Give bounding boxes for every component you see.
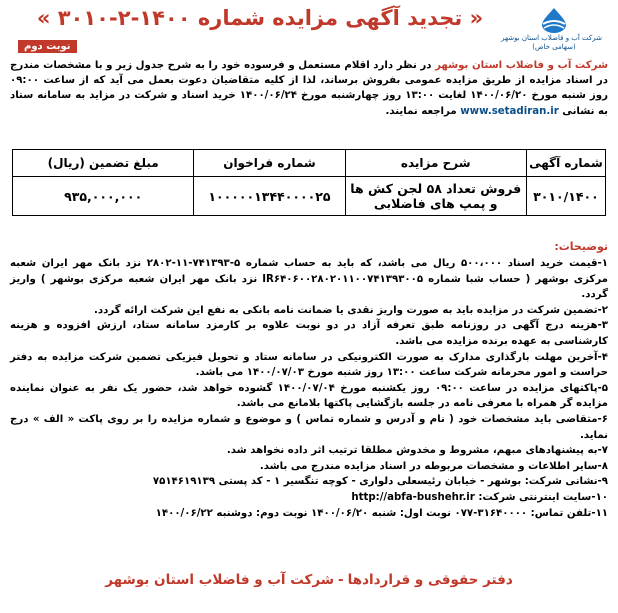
footer-company-name: شرکت آب و فاضلاب استان بوشهر [105, 572, 335, 588]
company-logo [501, 6, 602, 52]
cell-guarantee-amount: ۹۳۵,۰۰۰,۰۰۰ [13, 177, 194, 216]
note-item: ۱-قیمت خرید اسناد ۵۰۰،۰۰۰ ریال می باشد، که باید به حساب شماره ۵-۷۴۱۳۹۳-۱۱-۲۸۰۲ نزد بانک مهر ایران شعبه مرکزی بوشهر ( حساب شبا شماره IR۶۴۰۶۰۰۲۸۰۲۰۱۱۰۰۷۴۱۳۹۳۰۰۵ نزد بانک مهر ایران شعبه مرکزی بوشهر ) واریز گردد. [10, 258, 608, 301]
logo-company-type: (سهامی خاص) [532, 43, 576, 51]
note-item: ۳-هزینه درج آگهی در روزنامه طبق تعرفه آزاد در دو نوبت علاوه بر کارمزد سامانه ستاد، ارزش افزوده و هزینه کارشناسی به عهده برنده مزایده می باشد. [10, 320, 608, 347]
note-item: ۴-آخرین مهلت بارگذاری مدارک به صورت الکترونیکی در سامانه ستاد و تحویل فیزیکی تضمین شرکت مزایده به دفتر حراست و امور محرمانه شرکت ساعت ۱۳:۰۰ روز شنبه مورخ ۱۴۰۰/۰۷/۰۳ می باشد. [10, 351, 608, 379]
note-item-address: ۹-نشانی شرکت: بوشهر - خیابان رئیسعلی دلواری - کوچه تنگسیر ۱ - کد پستی ۷۵۱۴۶۱۹۱۳۹ [152, 476, 608, 488]
footer-legal-office: دفتر حقوقی و قراردادها [347, 572, 513, 588]
footer-separator: - [338, 572, 344, 588]
header-guarantee-amount: مبلغ تضمین (ریال) [13, 150, 194, 177]
cell-description: فروش تعداد ۵۸ لجن کش ها و پمپ های فاضلابی [345, 177, 526, 216]
setad-website-link[interactable]: www.setadiran.ir [460, 105, 559, 117]
cell-notice-number: ۳۰۱۰/۱۴۰۰ [526, 177, 605, 216]
table-row [13, 177, 606, 216]
header [8, 0, 610, 52]
header-notice-number: شماره آگهی [526, 150, 605, 177]
footer-signature [10, 572, 608, 588]
note-item-website[interactable]: ۱۰-سایت اینترنتی شرکت: http://abfa-bushehr.ir [351, 491, 608, 503]
header-call-number: شماره فراخوان [194, 150, 345, 177]
cell-call-number: ۱۰۰۰۰۰۱۳۴۴۰۰۰۰۲۵ [194, 177, 345, 216]
intro-tail: مراجعه نمایند. [385, 105, 461, 117]
intro-text: در نظر دارد اقلام مستعمل و فرسوده خود را به شرح جدول زیر و با مشخصات مندرج در اسناد مزایده از طریق مزایده عمومی بفروش برساند، لذا از کلیه متقاضیان دعوت بعمل می آید که از ساعت ۰۹:۰۰ روز شنبه مورخ ۱۴۰۰/۰۶/۲۰ لغایت ۱۳:۰۰ روز چهارشنبه مورخ ۱۴۰۰/۰۶/۲۴ خرید اسناد و شرکت در مزاید به سامانه ستاد به نشانی [10, 60, 608, 117]
note-item: ۶-متقاضی باید مشخصات خود ( نام و آدرس و شماره تماس ) و موضوع و شماره مزایده را بر روی پاکت « الف » درج نماید. [10, 413, 608, 441]
table-header-row [13, 150, 606, 177]
intro-paragraph [10, 58, 608, 119]
notice-title: « تجدید آگهی مزایده شماره ۱۴۰۰-۲-۳۰۱۰ » [36, 6, 484, 30]
note-item: ۵-پاکتهای مزایده در ساعت ۰۹:۰۰ روز یکشنبه مورخ ۱۴۰۰/۰۷/۰۴ گشوده خواهد شد، حضور یک نفر به عنوان نماینده مزایده گر همراه با معرفی نامه در جلسه بازگشایی پاکتها بلامانع می باشد. [10, 382, 608, 410]
notes-title: توضیحات: [554, 240, 608, 253]
round-badge: نوبت دوم [18, 40, 77, 53]
header-description: شرح مزایده [345, 150, 526, 177]
intro-org-name: شرکت آب و فاضلاب استان بوشهر [435, 60, 608, 71]
notes-list [10, 256, 608, 521]
water-drop-icon [537, 6, 571, 34]
note-item: ۷-به پیشنهادهای مبهم، مشروط و مخدوش مطلقا ترتیب اثر داده نخواهد شد. [226, 445, 608, 457]
note-item-phone: ۱۱-تلفن تماس: ۳۱۶۴۰۰۰۰-۰۷۷ نوبت اول: شنبه ۱۴۰۰/۰۶/۲۰ نوبت دوم: دوشنبه ۱۴۰۰/۰۶/۲۲ [155, 507, 608, 519]
note-item: ۲-تضمین شرکت در مزایده باید به صورت واریز نقدی یا ضمانت نامه بانکی به نفع این شرکت ارائه گردد. [94, 304, 608, 316]
auction-table [12, 149, 606, 216]
logo-company-name: شرکت آب و فاضلاب استان بوشهر [501, 34, 602, 42]
note-item: ۸-سایر اطلاعات و مشخصات مربوطه در اسناد مزایده مندرج می باشد. [259, 460, 608, 472]
